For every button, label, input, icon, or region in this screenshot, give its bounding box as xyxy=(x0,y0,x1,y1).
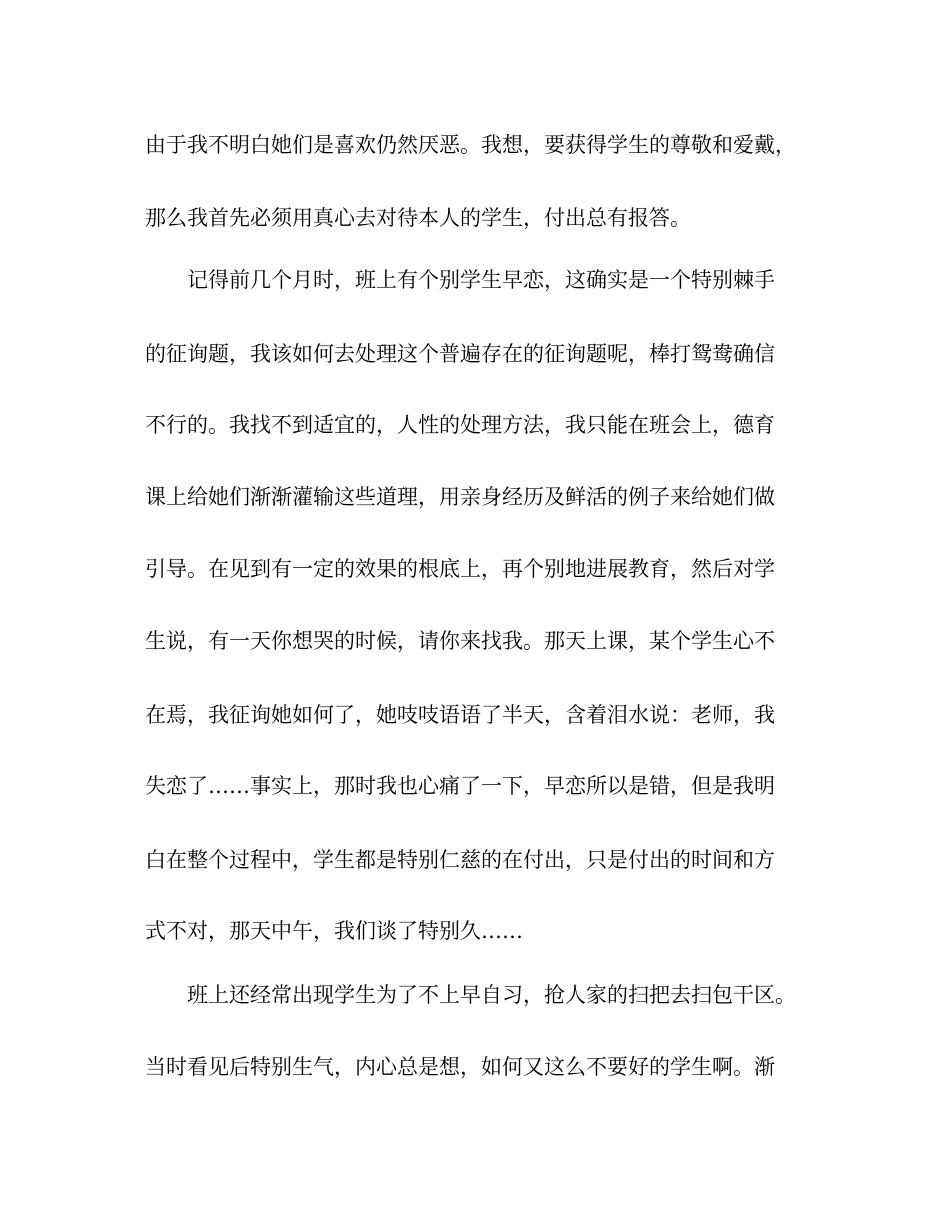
paragraph-line: 白在整个过程中，学生都是特别仁慈的在付出，只是付出的时间和方 xyxy=(145,848,775,872)
paragraph-line: 在焉，我征询她如何了，她吱吱语语了半天，含着泪水说：老师，我 xyxy=(145,703,775,727)
paragraph-line: 课上给她们渐渐灌输这些道理，用亲身经历及鲜活的例子来给她们做 xyxy=(145,485,775,509)
paragraph-first-line: 记得前几个月时，班上有个别学生早恋，这确实是一个特别棘手 xyxy=(187,268,775,292)
paragraph-first-line: 班上还经常出现学生为了不上早自习，抢人家的扫把去扫包干区。 xyxy=(187,983,796,1007)
paragraph-line: 引导。在见到有一定的效果的根底上，再个别地进展教育，然后对学 xyxy=(145,557,775,581)
paragraph-line: 由于我不明白她们是喜欢仍然厌恶。我想，要获得学生的尊敬和爱戴， xyxy=(145,133,796,157)
paragraph-line: 不行的。我找不到适宜的，人性的处理方法，我只能在班会上，德育 xyxy=(145,413,775,437)
paragraph-line: 当时看见后特别生气，内心总是想，如何又这么不要好的学生啊。渐 xyxy=(145,1055,775,1079)
paragraph-line: 生说，有一天你想哭的时候，请你来找我。那天上课，某个学生心不 xyxy=(145,629,775,653)
paragraph-line: 式不对，那天中午，我们谈了特别久…… xyxy=(145,919,523,943)
paragraph-line: 的征询题，我该如何去处理这个普遍存在的征询题呢，棒打鸳鸯确信 xyxy=(145,342,775,366)
paragraph-line: 失恋了……事实上，那时我也心痛了一下，早恋所以是错，但是我明 xyxy=(145,774,775,798)
paragraph-line: 那么我首先必须用真心去对待本人的学生，付出总有报答。 xyxy=(145,206,691,230)
